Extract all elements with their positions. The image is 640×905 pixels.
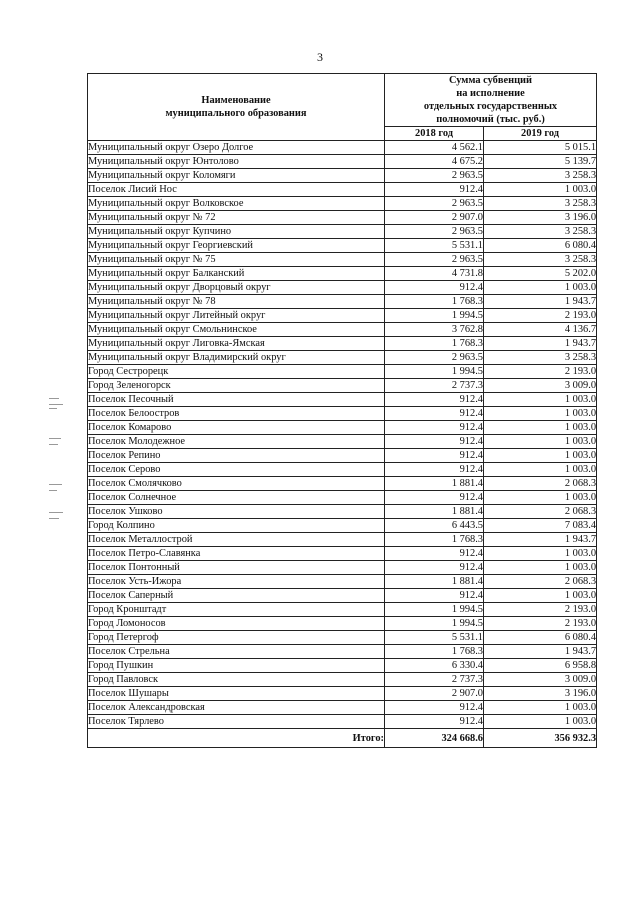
row-value-2018: 912.4: [385, 183, 484, 197]
table-row: [88, 225, 597, 239]
row-value-2019: 5 015.1: [484, 141, 597, 155]
total-2019: 356 932.3: [484, 729, 597, 748]
row-value-2018: 1 768.3: [385, 645, 484, 659]
table-row: [88, 393, 597, 407]
row-name: Муниципальный округ № 75: [88, 253, 385, 267]
row-name: Город Петергоф: [88, 631, 385, 645]
table-row: [88, 337, 597, 351]
row-value-2018: 4 562.1: [385, 141, 484, 155]
table-row: [88, 169, 597, 183]
row-value-2018: 2 963.5: [385, 197, 484, 211]
row-value-2019: 3 009.0: [484, 673, 597, 687]
row-value-2019: 5 202.0: [484, 267, 597, 281]
row-name: Муниципальный округ Коломяги: [88, 169, 385, 183]
row-name: Поселок Белоостров: [88, 407, 385, 421]
row-name: Поселок Саперный: [88, 589, 385, 603]
row-name: Муниципальный округ Георгиевский: [88, 239, 385, 253]
table-row: [88, 561, 597, 575]
row-value-2019: 3 258.3: [484, 197, 597, 211]
header-municipality: [88, 74, 385, 141]
row-name: Поселок Серово: [88, 463, 385, 477]
table-row: [88, 477, 597, 491]
row-value-2019: 3 258.3: [484, 169, 597, 183]
row-value-2018: 912.4: [385, 393, 484, 407]
header-year-2018: 2018 год: [385, 127, 484, 141]
table-row: [88, 519, 597, 533]
table-row: [88, 183, 597, 197]
table-row: [88, 239, 597, 253]
table-row: [88, 631, 597, 645]
row-name: Муниципальный округ Смольнинское: [88, 323, 385, 337]
row-name: Поселок Молодежное: [88, 435, 385, 449]
row-value-2019: 3 009.0: [484, 379, 597, 393]
row-value-2018: 912.4: [385, 463, 484, 477]
row-value-2018: 3 762.8: [385, 323, 484, 337]
row-name: Муниципальный округ Озеро Долгое: [88, 141, 385, 155]
row-value-2018: 912.4: [385, 589, 484, 603]
row-value-2019: 1 003.0: [484, 491, 597, 505]
table-row: [88, 701, 597, 715]
row-value-2019: 3 258.3: [484, 253, 597, 267]
row-name: Муниципальный округ Дворцовый округ: [88, 281, 385, 295]
row-value-2018: 4 731.8: [385, 267, 484, 281]
row-name: Поселок Солнечное: [88, 491, 385, 505]
row-name: Муниципальный округ № 72: [88, 211, 385, 225]
row-value-2018: 5 531.1: [385, 631, 484, 645]
table-row: [88, 463, 597, 477]
table-row: [88, 645, 597, 659]
row-value-2018: 1 768.3: [385, 295, 484, 309]
total-row: [88, 729, 597, 748]
table-row: [88, 267, 597, 281]
row-value-2019: 1 003.0: [484, 561, 597, 575]
table-row: [88, 589, 597, 603]
header-subvention-sum-text: Сумма субвенций на исполнение отдельных государственных полномочий (тыс. руб.): [423, 75, 558, 125]
row-value-2019: 1 003.0: [484, 547, 597, 561]
row-value-2019: 1 003.0: [484, 407, 597, 421]
row-value-2019: 1 003.0: [484, 701, 597, 715]
row-value-2018: 1 994.5: [385, 365, 484, 379]
row-value-2019: 1 003.0: [484, 435, 597, 449]
row-value-2018: 1 768.3: [385, 337, 484, 351]
total-label: Итого:: [88, 729, 385, 748]
row-value-2019: 5 139.7: [484, 155, 597, 169]
row-name: Муниципальный округ Купчино: [88, 225, 385, 239]
table-row: [88, 407, 597, 421]
row-value-2018: 6 443.5: [385, 519, 484, 533]
table-body: [88, 141, 597, 729]
table-row: [88, 351, 597, 365]
table-row: [88, 617, 597, 631]
row-value-2019: 1 943.7: [484, 645, 597, 659]
margin-scan-marks: [49, 398, 67, 528]
row-value-2018: 1 881.4: [385, 477, 484, 491]
row-value-2019: 6 080.4: [484, 239, 597, 253]
row-name: Поселок Понтонный: [88, 561, 385, 575]
table-row: [88, 603, 597, 617]
row-value-2019: 2 193.0: [484, 617, 597, 631]
row-value-2019: 1 003.0: [484, 449, 597, 463]
row-value-2018: 912.4: [385, 491, 484, 505]
table-row: [88, 659, 597, 673]
row-name: Город Сестрорецк: [88, 365, 385, 379]
row-value-2018: 4 675.2: [385, 155, 484, 169]
row-value-2018: 912.4: [385, 435, 484, 449]
table-row: [88, 295, 597, 309]
table-row: [88, 687, 597, 701]
row-value-2018: 2 737.3: [385, 673, 484, 687]
table-row: [88, 253, 597, 267]
row-value-2018: 2 907.0: [385, 687, 484, 701]
table-row: [88, 575, 597, 589]
table-row: [88, 211, 597, 225]
row-value-2019: 6 958.8: [484, 659, 597, 673]
row-value-2018: 2 963.5: [385, 351, 484, 365]
table-row: [88, 715, 597, 729]
row-name: Поселок Александровская: [88, 701, 385, 715]
table-row: [88, 449, 597, 463]
page-number: 3: [317, 50, 323, 64]
row-name: Поселок Стрельна: [88, 645, 385, 659]
row-name: Поселок Песочный: [88, 393, 385, 407]
row-value-2019: 1 943.7: [484, 533, 597, 547]
table-row: [88, 435, 597, 449]
header-year-2019: 2019 год: [484, 127, 597, 141]
row-value-2019: 7 083.4: [484, 519, 597, 533]
row-value-2018: 2 737.3: [385, 379, 484, 393]
row-name: Поселок Репино: [88, 449, 385, 463]
row-value-2019: 2 068.3: [484, 505, 597, 519]
row-value-2018: 1 994.5: [385, 309, 484, 323]
table-row: [88, 673, 597, 687]
table-row: [88, 281, 597, 295]
total-2018: 324 668.6: [385, 729, 484, 748]
row-value-2019: 2 068.3: [484, 477, 597, 491]
row-name: Поселок Лисий Нос: [88, 183, 385, 197]
table-row: [88, 365, 597, 379]
row-name: Муниципальный округ № 78: [88, 295, 385, 309]
row-name: Муниципальный округ Волковское: [88, 197, 385, 211]
row-value-2018: 912.4: [385, 561, 484, 575]
row-value-2018: 912.4: [385, 701, 484, 715]
row-value-2019: 3 196.0: [484, 211, 597, 225]
row-value-2019: 1 003.0: [484, 421, 597, 435]
row-name: Город Кронштадт: [88, 603, 385, 617]
row-value-2018: 5 531.1: [385, 239, 484, 253]
row-name: Поселок Ушково: [88, 505, 385, 519]
row-value-2019: 4 136.7: [484, 323, 597, 337]
table-row: [88, 379, 597, 393]
row-value-2018: 1 994.5: [385, 617, 484, 631]
row-value-2019: 1 003.0: [484, 715, 597, 729]
row-value-2019: 1 003.0: [484, 281, 597, 295]
table-row: [88, 421, 597, 435]
table-row: [88, 141, 597, 155]
table-row: [88, 505, 597, 519]
header-municipality-text: Наименование муниципального образования: [165, 95, 307, 119]
row-name: Поселок Шушары: [88, 687, 385, 701]
row-value-2018: 1 881.4: [385, 575, 484, 589]
row-name: Поселок Металлострой: [88, 533, 385, 547]
row-value-2019: 1 003.0: [484, 183, 597, 197]
row-value-2018: 912.4: [385, 715, 484, 729]
row-value-2019: 3 258.3: [484, 225, 597, 239]
row-value-2018: 912.4: [385, 449, 484, 463]
row-name: Поселок Усть-Ижора: [88, 575, 385, 589]
row-name: Город Колпино: [88, 519, 385, 533]
table-row: [88, 323, 597, 337]
row-name: Город Зеленогорск: [88, 379, 385, 393]
row-value-2019: 2 193.0: [484, 603, 597, 617]
row-name: Поселок Комарово: [88, 421, 385, 435]
row-name: Муниципальный округ Литейный округ: [88, 309, 385, 323]
row-name: Муниципальный округ Владимирский округ: [88, 351, 385, 365]
row-value-2019: 3 258.3: [484, 351, 597, 365]
row-value-2018: 1 768.3: [385, 533, 484, 547]
row-value-2019: 1 943.7: [484, 337, 597, 351]
row-value-2018: 2 907.0: [385, 211, 484, 225]
header-subvention-sum: [385, 74, 597, 127]
row-value-2018: 2 963.5: [385, 169, 484, 183]
row-value-2018: 2 963.5: [385, 225, 484, 239]
table-row: [88, 533, 597, 547]
row-name: Муниципальный округ Юнтолово: [88, 155, 385, 169]
row-name: Город Ломоносов: [88, 617, 385, 631]
table-row: [88, 547, 597, 561]
row-value-2018: 6 330.4: [385, 659, 484, 673]
row-value-2018: 2 963.5: [385, 253, 484, 267]
row-value-2019: 6 080.4: [484, 631, 597, 645]
row-name: Муниципальный округ Балканский: [88, 267, 385, 281]
row-value-2018: 1 994.5: [385, 603, 484, 617]
row-value-2019: 2 068.3: [484, 575, 597, 589]
row-value-2019: 2 193.0: [484, 309, 597, 323]
row-name: Город Павловск: [88, 673, 385, 687]
row-value-2018: 912.4: [385, 547, 484, 561]
table-row: [88, 309, 597, 323]
row-value-2019: 3 196.0: [484, 687, 597, 701]
row-name: Город Пушкин: [88, 659, 385, 673]
row-name: Поселок Смолячково: [88, 477, 385, 491]
row-value-2019: 1 943.7: [484, 295, 597, 309]
row-value-2019: 1 003.0: [484, 589, 597, 603]
row-value-2019: 1 003.0: [484, 463, 597, 477]
row-value-2018: 912.4: [385, 421, 484, 435]
row-value-2019: 2 193.0: [484, 365, 597, 379]
row-value-2018: 912.4: [385, 281, 484, 295]
row-name: Поселок Тярлево: [88, 715, 385, 729]
subventions-table: [87, 73, 597, 748]
row-name: Поселок Петро-Славянка: [88, 547, 385, 561]
table-row: [88, 155, 597, 169]
row-value-2018: 912.4: [385, 407, 484, 421]
row-value-2019: 1 003.0: [484, 393, 597, 407]
table-row: [88, 197, 597, 211]
table-row: [88, 491, 597, 505]
row-value-2018: 1 881.4: [385, 505, 484, 519]
row-name: Муниципальный округ Лиговка-Ямская: [88, 337, 385, 351]
